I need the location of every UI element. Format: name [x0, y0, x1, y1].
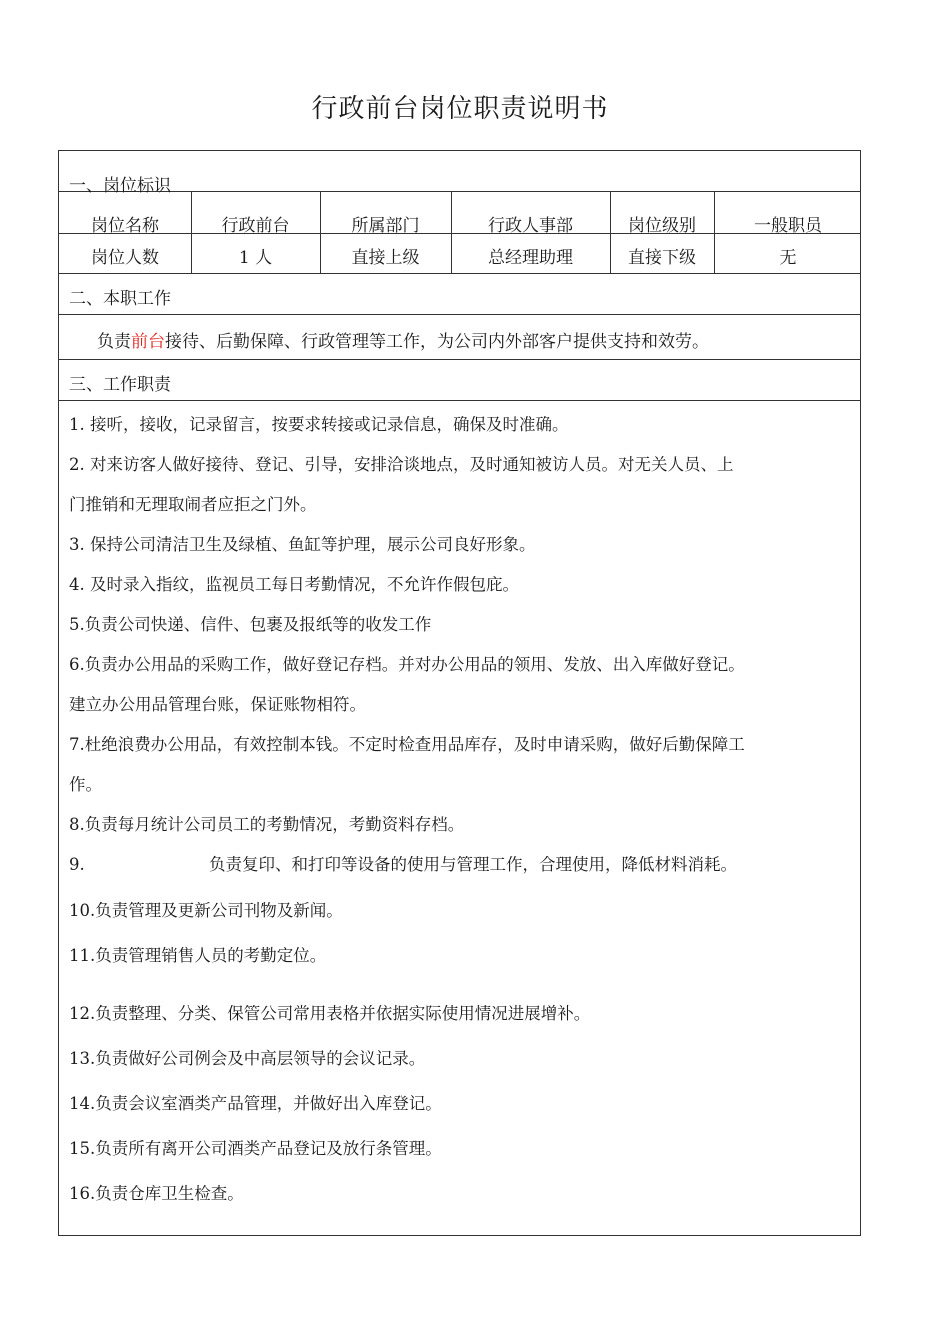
- label-level: 岗位级别: [628, 216, 696, 236]
- duty-item-6: 6.负责办公用品的采购工作，做好登记存档。并对办公用品的领用、发放、出入库做好登记。: [69, 655, 745, 674]
- label-headcount: 岗位人数: [91, 248, 159, 268]
- duty-item-9: 负责复印、和打印等设备的使用与管理工作，合理使用，降低材料消耗。: [209, 855, 737, 874]
- section-heading-main-work: 二、本职工作: [69, 289, 171, 309]
- duty-item-5: 5.负责公司快递、信件、包裹及报纸等的收发工作: [69, 615, 432, 634]
- duty-item-10: 10.负责管理及更新公司刊物及新闻。: [69, 901, 343, 920]
- duty-item-7: 7.杜绝浪费办公用品，有效控制本钱。不定时检查用品库存，及时申请采购，做好后勤保障工: [69, 735, 745, 754]
- duty-item-9-number: 9.: [69, 855, 85, 874]
- highlight-text: 前台: [131, 332, 165, 352]
- duty-item-8: 8.负责每月统计公司员工的考勤情况，考勤资料存档。: [69, 815, 465, 834]
- duty-item-14: 14.负责会议室酒类产品管理，并做好出入库登记。: [69, 1094, 442, 1113]
- row-divider: [59, 273, 860, 274]
- label-department: 所属部门: [351, 216, 420, 236]
- duty-item-4: 4. 及时录入指纹，监视员工每日考勤情况，不允许作假包庇。: [69, 575, 519, 594]
- value-supervisor: 总经理助理: [488, 248, 573, 268]
- duty-item-12: 12.负责整理、分类、保管公司常用表格并依据实际使用情况进展增补。: [69, 1004, 591, 1023]
- duty-item-11: 11.负责管理销售人员的考勤定位。: [69, 946, 327, 965]
- row-divider: [59, 400, 860, 401]
- section-heading-position-id: 一、岗位标识: [69, 176, 171, 196]
- duty-item-1: 1. 接听，接收，记录留言，按要求转接或记录信息，确保及时准确。: [69, 415, 569, 434]
- duty-item-6-cont: 建立办公用品管理台账，保证账物相符。: [69, 695, 366, 714]
- job-description-table: [58, 150, 861, 1236]
- duty-item-15: 15.负责所有离开公司酒类产品登记及放行条管理。: [69, 1139, 442, 1158]
- value-department: 行政人事部: [488, 216, 573, 236]
- duty-item-2-cont: 门推销和无理取闹者应拒之门外。: [69, 495, 317, 514]
- duty-item-2: 2. 对来访客人做好接待、登记、引导，安排洽谈地点，及时通知被访人员。对无关人员、上: [69, 455, 734, 474]
- duty-item-13: 13.负责做好公司例会及中高层领导的会议记录。: [69, 1049, 426, 1068]
- value-headcount: 1 人: [238, 248, 273, 268]
- value-subordinate: 无: [779, 248, 797, 268]
- label-supervisor: 直接上级: [351, 248, 420, 268]
- row-divider: [59, 191, 860, 192]
- duty-item-7-cont: 作。: [69, 775, 102, 794]
- value-level: 一般职员: [754, 216, 822, 236]
- page-title: 行政前台岗位职责说明书: [311, 94, 609, 124]
- row-divider: [59, 314, 860, 315]
- duty-item-16: 16.负责仓库卫生检查。: [69, 1184, 244, 1203]
- section-heading-duties: 三、工作职责: [69, 375, 171, 395]
- main-work-text: 负责前台接待、后勤保障、行政管理等工作，为公司内外部客户提供支持和效劳。: [97, 332, 709, 352]
- duty-item-3: 3. 保持公司清洁卫生及绿植、鱼缸等护理，展示公司良好形象。: [69, 535, 536, 554]
- label-position-name: 岗位名称: [91, 216, 159, 236]
- label-subordinate: 直接下级: [628, 248, 696, 268]
- value-position-name: 行政前台: [221, 216, 290, 236]
- row-divider: [59, 359, 860, 360]
